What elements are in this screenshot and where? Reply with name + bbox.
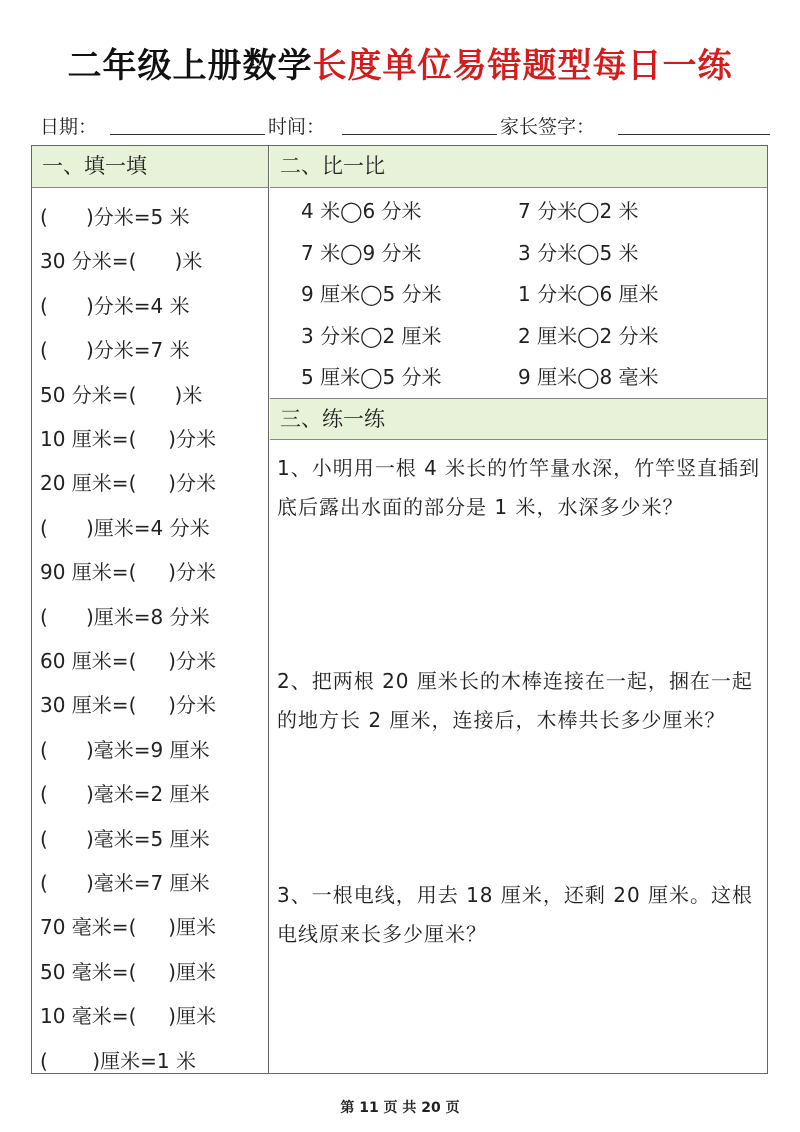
compare-item: 3 分米◯5 米 <box>518 240 639 265</box>
title-topic: 长度单位易错题型每日一练 <box>312 46 733 86</box>
compare-item: 3 分米◯2 厘米 <box>301 323 442 348</box>
compare-item: 5 厘米◯5 分米 <box>301 365 442 389</box>
time-field[interactable] <box>342 134 497 135</box>
fill-item: ( )厘米=1 米 <box>40 1048 196 1073</box>
fill-item: 50 毫米=( )厘米 <box>40 959 216 984</box>
fill-item: ( )毫米=9 厘米 <box>40 737 210 762</box>
compare-item: 1 分米◯6 厘米 <box>518 282 659 306</box>
title-grade: 二年级上册数学 <box>67 46 313 86</box>
fill-item: 10 毫米=( )厘米 <box>40 1004 216 1029</box>
date-field[interactable] <box>110 134 265 135</box>
fill-item: 90 厘米=( )分米 <box>40 560 216 585</box>
time-label: 时间： <box>268 116 326 138</box>
fill-item: ( )毫米=5 厘米 <box>40 826 210 851</box>
problem-1: 1、小明用一根 4 米长的竹竿量水深，竹竿竖直插到底后露出水面的部分是 1 米，水深多少米？ <box>277 456 761 519</box>
section-fill-header: 一、填一填 <box>32 146 268 188</box>
fill-item: ( )毫米=2 厘米 <box>40 782 210 807</box>
compare-item: 9 厘米◯8 毫米 <box>518 365 659 389</box>
sign-label: 家长签字： <box>500 116 596 138</box>
section-practice-header: 三、练一练 <box>270 398 767 440</box>
fill-item: 30 分米=( )米 <box>40 249 203 274</box>
column-divider <box>268 145 269 1074</box>
fill-item: ( )分米=5 米 <box>40 205 190 229</box>
fill-item: 50 分米=( )米 <box>40 382 203 407</box>
fill-item: ( )厘米=8 分米 <box>40 604 210 629</box>
fill-item: 30 厘米=( )分米 <box>40 693 216 718</box>
fill-item: 70 毫米=( )厘米 <box>40 915 216 940</box>
page-footer: 第 11 页 共 20 页 <box>340 1100 460 1116</box>
fill-item: 60 厘米=( )分米 <box>40 649 216 673</box>
compare-item: 2 厘米◯2 分米 <box>518 323 659 348</box>
date-label: 日期： <box>40 116 98 138</box>
info-line <box>40 108 770 138</box>
page-title <box>0 38 800 87</box>
problem-3: 3、一根电线，用去 18 厘米，还剩 20 厘米。这根电线原来长多少厘米？ <box>277 883 754 946</box>
problem-2: 2、把两根 20 厘米长的木棒连接在一起，捆在一起的地方长 2 厘米，连接后，木棒共长多少厘米？ <box>277 669 753 732</box>
compare-item: 7 米◯9 分米 <box>301 240 422 265</box>
fill-item: ( )厘米=4 分米 <box>40 515 210 540</box>
compare-item: 9 厘米◯5 分米 <box>301 282 442 306</box>
sign-field[interactable] <box>618 134 770 135</box>
compare-item: 7 分米◯2 米 <box>518 199 639 223</box>
fill-item: 10 厘米=( )分米 <box>40 427 216 451</box>
fill-item: 20 厘米=( )分米 <box>40 471 216 496</box>
section-compare-header: 二、比一比 <box>270 146 767 188</box>
fill-item: ( )分米=7 米 <box>40 338 190 363</box>
fill-item: ( )毫米=7 厘米 <box>40 871 210 895</box>
fill-item: ( )分米=4 米 <box>40 293 190 318</box>
compare-item: 4 米◯6 分米 <box>301 199 422 223</box>
